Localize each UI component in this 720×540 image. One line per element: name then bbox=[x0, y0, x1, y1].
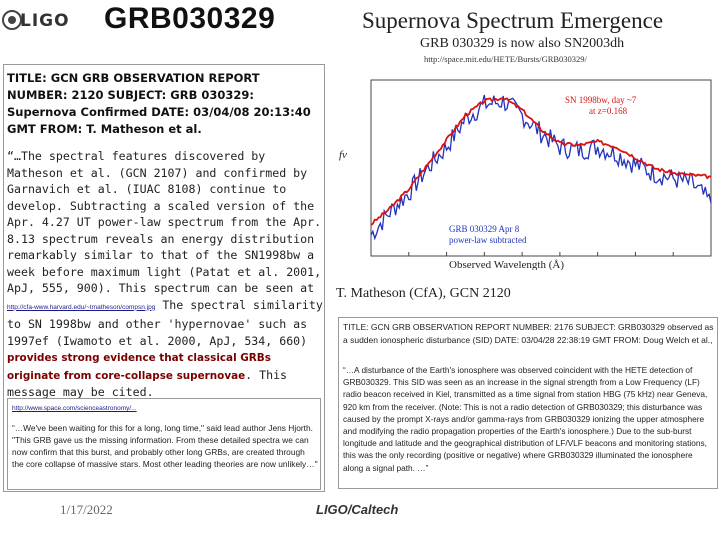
spectrum-figure bbox=[329, 74, 714, 270]
news-link[interactable]: http://www.space.com/scienceastronomy/... bbox=[12, 405, 137, 412]
ligo-logo bbox=[0, 0, 80, 40]
legend-grb: GRB 030329 Apr 8 bbox=[449, 224, 520, 234]
footer-date: 1/17/2022 bbox=[60, 502, 113, 517]
x-axis-label: Observed Wavelength (Å) bbox=[449, 259, 564, 270]
right-report-body: “…A disturbance of the Earth's ionosphere was observed coincident with the HETE detection of GRB030329. This SID was seen as an increase in the signal strength from a Low Frequency (LF) radio beacon received in Kiel, transmitted as a time signal from station HBG (75 kHz) near Geneva, 920 km from the receiver. (Note: This is not a radio detection of GRB030329; this disturbance was caused by the prompt X-rays and/or gamma-rays from GRB030329 ionizing the upper atmosphere and modifying the radio propagation properties of the Earth's ionosphere.) Due to the sub-burst longitude and latitude and the geographical distribution of LF/VLF beacons and monitoring stations, this was the only recording (positive or negative) where GRB030329 illuminated the ionosphere along a signal path. …” bbox=[343, 365, 708, 473]
spectrum-link[interactable]: http://cfa-www.harvard.edu/~tmatheson/compsn.jpg bbox=[7, 303, 156, 311]
figure-url[interactable]: http://space.mit.edu/HETE/Bursts/GRB030329/ bbox=[424, 54, 587, 64]
series-line-sn bbox=[371, 98, 711, 225]
quote-text-2: The spectral similarity to SN 1998bw and other 'hypernovae' such as 1997ef (Iwamoto et al. 2000, ApJ, 534, 660) bbox=[7, 297, 323, 348]
right-report-title: TITLE: GCN GRB OBSERVATION REPORT NUMBER: 2176 SUBJECT: GRB030329 observed as a sudden ionospheric disturbance (SID) DATE: 03/04/28 22:38:19 GMT FROM: Doug Welch et al., bbox=[343, 322, 714, 345]
legend-sn: SN 1998bw, day ~7 bbox=[565, 95, 637, 105]
spectrum-plot bbox=[329, 74, 714, 270]
y-axis-label: fν bbox=[339, 149, 347, 161]
figure-caption: T. Matheson (CfA), GCN 2120 bbox=[336, 286, 511, 301]
footer-org: LIGO/Caltech bbox=[316, 502, 399, 517]
quote-text-3: . This message may be cited. bbox=[7, 367, 288, 399]
figure-subheading: GRB 030329 is now also SN2003dh bbox=[420, 36, 625, 51]
axis-ticks bbox=[371, 252, 711, 256]
logo-text: LIGO bbox=[20, 11, 70, 31]
figure-heading: Supernova Spectrum Emergence bbox=[362, 8, 664, 33]
quote-body bbox=[7, 148, 323, 401]
series-line-grb bbox=[371, 95, 711, 238]
quote-emphasis: provides strong evidence that classical GRBs originate from core-collapse supernovae bbox=[7, 352, 271, 382]
slide-title: GRB030329 bbox=[104, 2, 276, 35]
quote-text-1: “…The spectral features discovered by Matheson et al. (GCN 2107) and confirmed by Garnavich et al. (IUAC 8108) continue to develop. Subtracting a scaled version of the Apr. 4.27 UT power-law spectrum from the Apr. 8.13 spectrum reveals an energy distribution remarkably similar to that of the SN1998bw a week before maximum light (Patat et al. 2001, ApJ, 555, 900). This spectrum can be seen at bbox=[7, 149, 322, 295]
report-title: TITLE: GCN GRB OBSERVATION REPORT NUMBER: 2120 SUBJECT: GRB 030329: Supernova Confirmed DATE: 03/04/08 20:13:40 GMT FROM: T. Matheson et al. bbox=[7, 71, 311, 136]
news-quote: “…We've been waiting for this for a long, long time," said lead author Jens Hjorth. "This GRB gave us the missing information. From these detailed spectra we can now confirm that this burst, and probably other long GRBs, are created through the core collapse of massive stars. Most other leading theories are now unlikely…" bbox=[12, 423, 318, 469]
legend-sn-z: at z=0.168 bbox=[589, 106, 628, 116]
legend-grb-2: power-law subtracted bbox=[449, 235, 527, 245]
plot-axes-box bbox=[371, 80, 711, 256]
